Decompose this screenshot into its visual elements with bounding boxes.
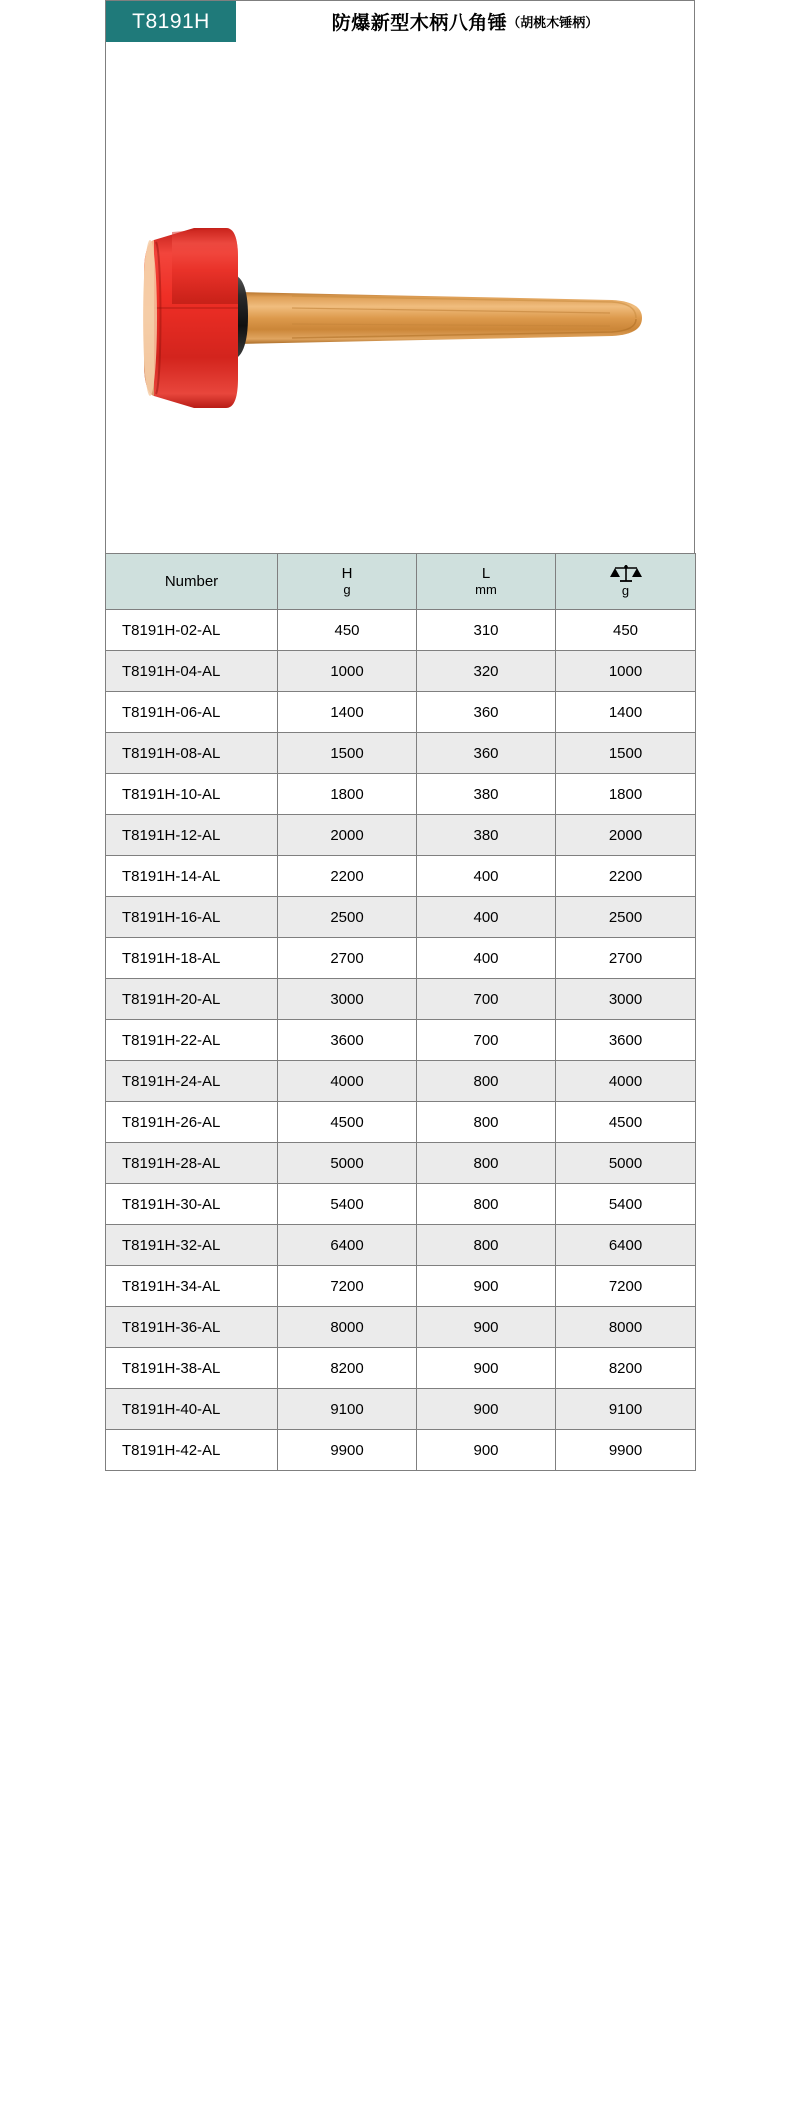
cell-l: 800 xyxy=(417,1061,556,1102)
cell-number: T8191H-34-AL xyxy=(106,1266,278,1307)
cell-weight: 1800 xyxy=(556,774,696,815)
cell-h: 9900 xyxy=(278,1430,417,1471)
cell-number: T8191H-32-AL xyxy=(106,1225,278,1266)
table-row xyxy=(106,1266,696,1307)
cell-weight: 1400 xyxy=(556,692,696,733)
column-header-weight xyxy=(556,554,696,610)
cell-h: 450 xyxy=(278,610,417,651)
hammer-handle xyxy=(237,292,642,344)
table-row xyxy=(106,1020,696,1061)
cell-l: 400 xyxy=(417,938,556,979)
cell-h: 4000 xyxy=(278,1061,417,1102)
column-header-weight-unit: g xyxy=(621,583,630,599)
cell-number: T8191H-18-AL xyxy=(106,938,278,979)
cell-h: 3600 xyxy=(278,1020,417,1061)
cell-l: 380 xyxy=(417,774,556,815)
cell-number: T8191H-28-AL xyxy=(106,1143,278,1184)
table-row xyxy=(106,733,696,774)
cell-number: T8191H-14-AL xyxy=(106,856,278,897)
cell-weight: 4000 xyxy=(556,1061,696,1102)
cell-h: 3000 xyxy=(278,979,417,1020)
table-body xyxy=(106,610,696,1471)
cell-number: T8191H-16-AL xyxy=(106,897,278,938)
cell-l: 900 xyxy=(417,1389,556,1430)
cell-h: 8000 xyxy=(278,1307,417,1348)
cell-number: T8191H-36-AL xyxy=(106,1307,278,1348)
table-row xyxy=(106,938,696,979)
column-header-number-label: Number xyxy=(164,572,219,590)
column-header-number xyxy=(106,554,278,610)
table-row xyxy=(106,774,696,815)
cell-weight: 9900 xyxy=(556,1430,696,1471)
cell-l: 900 xyxy=(417,1307,556,1348)
cell-h: 1500 xyxy=(278,733,417,774)
cell-number: T8191H-42-AL xyxy=(106,1430,278,1471)
cell-l: 320 xyxy=(417,651,556,692)
product-title xyxy=(236,1,694,42)
column-header-h xyxy=(278,554,417,610)
cell-weight: 2200 xyxy=(556,856,696,897)
cell-l: 360 xyxy=(417,692,556,733)
product-code-badge: T8191H xyxy=(106,1,236,42)
table-row xyxy=(106,1348,696,1389)
scale-icon xyxy=(609,564,643,583)
cell-l: 700 xyxy=(417,979,556,1020)
cell-h: 9100 xyxy=(278,1389,417,1430)
table-row xyxy=(106,1184,696,1225)
cell-weight: 9100 xyxy=(556,1389,696,1430)
cell-h: 4500 xyxy=(278,1102,417,1143)
table-row xyxy=(106,692,696,733)
specification-table xyxy=(105,553,696,1471)
cell-weight: 6400 xyxy=(556,1225,696,1266)
column-header-h-label: H xyxy=(341,565,353,583)
cell-weight: 2500 xyxy=(556,897,696,938)
cell-weight: 2000 xyxy=(556,815,696,856)
cell-h: 5400 xyxy=(278,1184,417,1225)
cell-h: 2700 xyxy=(278,938,417,979)
cell-h: 2200 xyxy=(278,856,417,897)
cell-weight: 8200 xyxy=(556,1348,696,1389)
cell-l: 380 xyxy=(417,815,556,856)
cell-l: 800 xyxy=(417,1184,556,1225)
table-row xyxy=(106,815,696,856)
table-row xyxy=(106,897,696,938)
cell-number: T8191H-30-AL xyxy=(106,1184,278,1225)
cell-h: 6400 xyxy=(278,1225,417,1266)
cell-weight: 3000 xyxy=(556,979,696,1020)
cell-l: 360 xyxy=(417,733,556,774)
cell-weight: 8000 xyxy=(556,1307,696,1348)
cell-l: 400 xyxy=(417,897,556,938)
cell-h: 2000 xyxy=(278,815,417,856)
cell-number: T8191H-26-AL xyxy=(106,1102,278,1143)
cell-l: 700 xyxy=(417,1020,556,1061)
table-row xyxy=(106,610,696,651)
hammer-illustration xyxy=(142,212,658,427)
table-row xyxy=(106,651,696,692)
table-row xyxy=(106,1143,696,1184)
cell-number: T8191H-02-AL xyxy=(106,610,278,651)
cell-weight: 450 xyxy=(556,610,696,651)
column-header-l-unit: mm xyxy=(475,581,497,597)
cell-h: 1400 xyxy=(278,692,417,733)
product-image-area xyxy=(105,42,695,553)
cell-weight: 4500 xyxy=(556,1102,696,1143)
product-spec-page xyxy=(105,0,695,1471)
cell-h: 5000 xyxy=(278,1143,417,1184)
cell-l: 900 xyxy=(417,1348,556,1389)
cell-number: T8191H-08-AL xyxy=(106,733,278,774)
table-row xyxy=(106,1307,696,1348)
cell-h: 7200 xyxy=(278,1266,417,1307)
column-header-l xyxy=(417,554,556,610)
cell-number: T8191H-04-AL xyxy=(106,651,278,692)
cell-l: 800 xyxy=(417,1143,556,1184)
table-header-row xyxy=(106,554,696,610)
cell-l: 400 xyxy=(417,856,556,897)
table-row xyxy=(106,1102,696,1143)
cell-weight: 5000 xyxy=(556,1143,696,1184)
table-row xyxy=(106,1061,696,1102)
cell-number: T8191H-22-AL xyxy=(106,1020,278,1061)
table-row xyxy=(106,856,696,897)
cell-l: 800 xyxy=(417,1225,556,1266)
cell-number: T8191H-38-AL xyxy=(106,1348,278,1389)
cell-l: 800 xyxy=(417,1102,556,1143)
cell-number: T8191H-06-AL xyxy=(106,692,278,733)
cell-h: 1800 xyxy=(278,774,417,815)
cell-l: 900 xyxy=(417,1430,556,1471)
cell-number: T8191H-12-AL xyxy=(106,815,278,856)
product-title-main: 防爆新型木柄八角锤 xyxy=(331,13,508,34)
column-header-l-label: L xyxy=(481,565,491,583)
table-row xyxy=(106,1225,696,1266)
column-header-h-unit: g xyxy=(343,581,351,597)
cell-weight: 1000 xyxy=(556,651,696,692)
cell-h: 2500 xyxy=(278,897,417,938)
cell-l: 310 xyxy=(417,610,556,651)
product-title-sub: （胡桃木锤柄） xyxy=(507,15,599,30)
cell-weight: 1500 xyxy=(556,733,696,774)
cell-h: 8200 xyxy=(278,1348,417,1389)
cell-number: T8191H-10-AL xyxy=(106,774,278,815)
page-header xyxy=(105,0,695,42)
table-row xyxy=(106,1430,696,1471)
cell-weight: 3600 xyxy=(556,1020,696,1061)
cell-weight: 2700 xyxy=(556,938,696,979)
cell-number: T8191H-20-AL xyxy=(106,979,278,1020)
table-row xyxy=(106,979,696,1020)
cell-number: T8191H-24-AL xyxy=(106,1061,278,1102)
cell-h: 1000 xyxy=(278,651,417,692)
cell-weight: 5400 xyxy=(556,1184,696,1225)
table-row xyxy=(106,1389,696,1430)
cell-weight: 7200 xyxy=(556,1266,696,1307)
cell-l: 900 xyxy=(417,1266,556,1307)
cell-number: T8191H-40-AL xyxy=(106,1389,278,1430)
